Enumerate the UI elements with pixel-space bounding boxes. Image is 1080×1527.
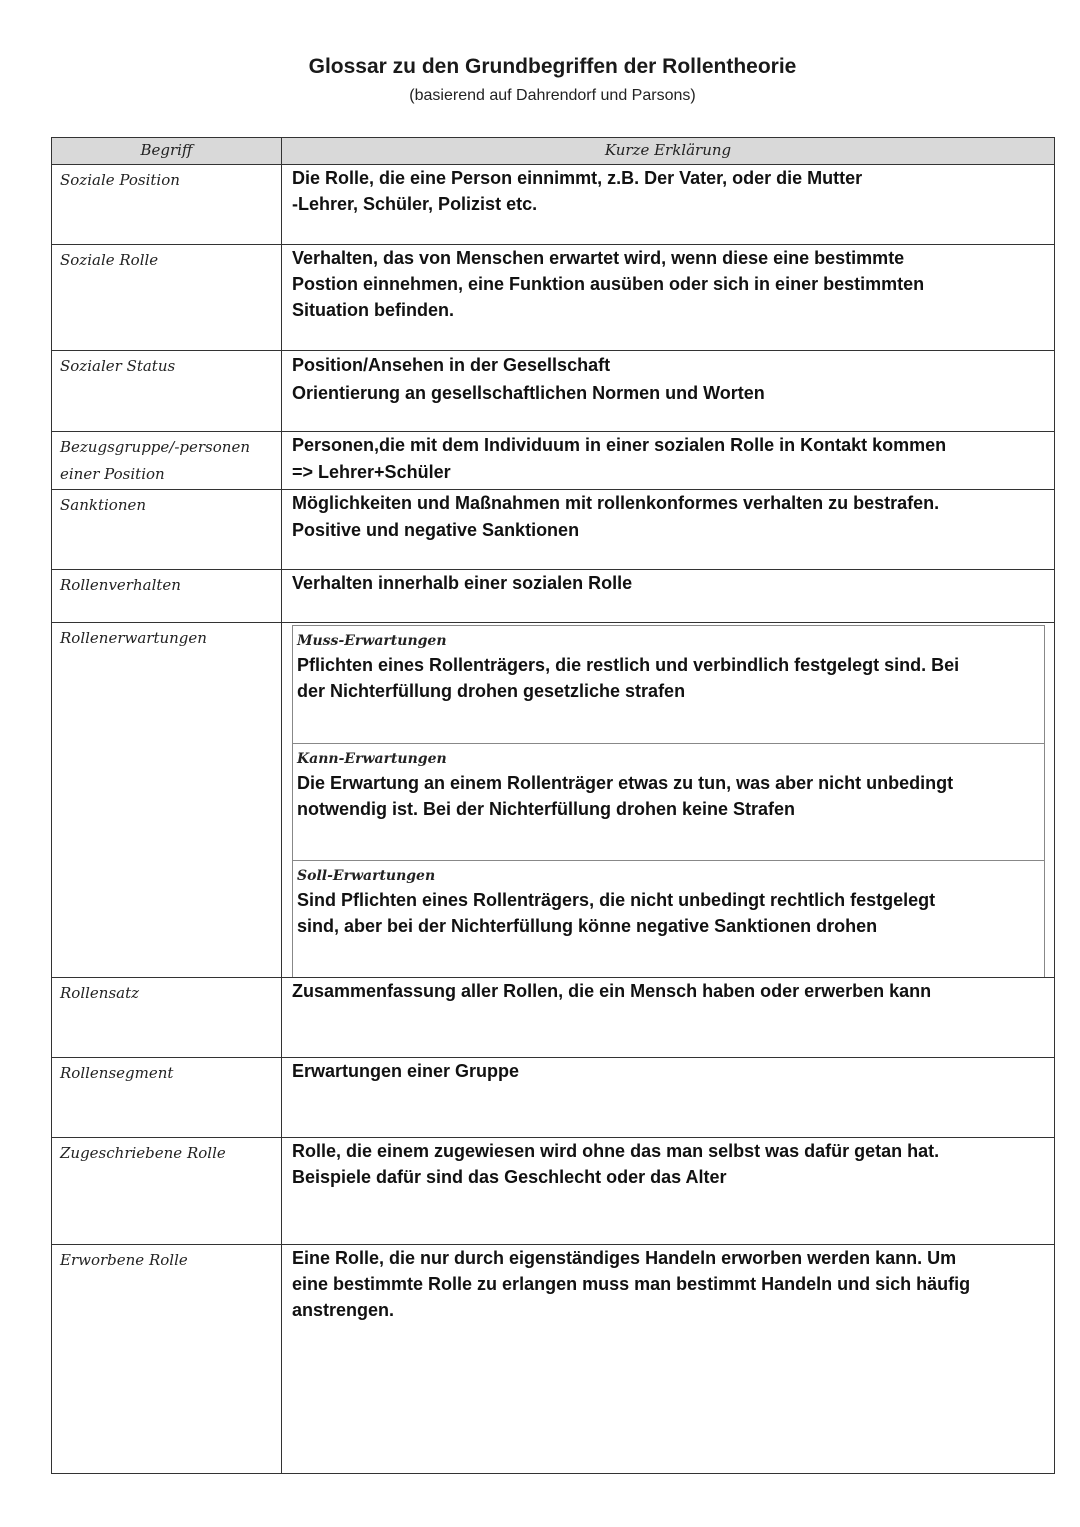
term-cell	[52, 432, 282, 489]
table-row	[52, 1245, 1054, 1473]
term-cell: Erworbene Rolle	[52, 1245, 282, 1473]
header-definition: Kurze Erklärung	[604, 141, 732, 159]
glossary-table	[51, 137, 1055, 1474]
table-row	[52, 490, 1054, 570]
definition-cell	[282, 1245, 1054, 1473]
expectation-label: Kann-Erwartungen	[297, 751, 447, 767]
table-row	[52, 978, 1054, 1058]
table-row	[52, 351, 1054, 432]
term-cell: Rollenverhalten	[52, 570, 282, 622]
table-row	[52, 623, 1054, 978]
definition-line: eine bestimmte Rolle zu erlangen muss man bestimmt Handeln und sich häufig	[292, 1274, 971, 1294]
definition-line: Positive und negative Sanktionen	[292, 520, 580, 540]
table-row	[52, 245, 1054, 351]
expectations-subtable	[292, 625, 1045, 977]
definition-cell	[282, 245, 1054, 350]
term-cell: Zugeschriebene Rolle	[52, 1138, 282, 1244]
page-subtitle: (basierend auf Dahrendorf und Parsons)	[409, 87, 696, 104]
definition-line: => Lehrer+Schüler	[292, 462, 451, 482]
table-row	[52, 1058, 1054, 1138]
definition-cell	[282, 570, 1054, 622]
expectation-text-line: Pflichten eines Rollenträgers, die restlich und verbindlich festgelegt sind. Bei	[297, 655, 960, 675]
table-row	[52, 1138, 1054, 1245]
definition-cell	[282, 1058, 1054, 1137]
definition-line: Rolle, die einem zugewiesen wird ohne das man selbst was dafür getan hat.	[292, 1141, 940, 1161]
header-term: Begriff	[52, 138, 282, 164]
definition-line: anstrengen.	[292, 1300, 395, 1320]
table-row	[52, 432, 1054, 490]
expectation-text-line: Die Erwartung an einem Rollenträger etwas zu tun, was aber nicht unbedingt	[297, 773, 954, 793]
definition-cell	[282, 623, 1054, 977]
page-title: Glossar zu den Grundbegriffen der Rollentheorie	[308, 55, 797, 78]
definition-line: Personen,die mit dem Individuum in einer sozialen Rolle in Kontakt kommen	[292, 435, 947, 455]
term-cell: Rollensegment	[52, 1058, 282, 1137]
definition-cell	[282, 351, 1054, 431]
definition-cell	[282, 432, 1054, 489]
table-row	[52, 165, 1054, 245]
definition-line: Die Rolle, die eine Person einnimmt, z.B. Der Vater, oder die Mutter	[292, 168, 863, 188]
definition-cell	[282, 165, 1054, 244]
definition-line: Beispiele dafür sind das Geschlecht oder das Alter	[292, 1167, 727, 1187]
definition-line: -Lehrer, Schüler, Polizist etc.	[292, 194, 538, 214]
definition-line: Verhalten innerhalb einer sozialen Rolle	[292, 573, 633, 593]
expectation-kann	[293, 744, 1044, 861]
term-cell: Soziale Rolle	[52, 245, 282, 350]
term-cell: Sozialer Status	[52, 351, 282, 431]
expectation-text-line: notwendig ist. Bei der Nichterfüllung drohen keine Strafen	[297, 799, 796, 819]
term-line: Bezugsgruppe/-personen	[60, 438, 250, 456]
definition-line: Situation befinden.	[292, 300, 454, 320]
expectation-label: Muss-Erwartungen	[297, 633, 447, 649]
term-cell: Soziale Position	[52, 165, 282, 244]
expectation-text-line: der Nichterfüllung drohen gesetzliche strafen	[297, 681, 686, 701]
term-line: einer Position	[60, 465, 165, 483]
definition-line: Eine Rolle, die nur durch eigenständiges Handeln erworben werden kann. Um	[292, 1248, 957, 1268]
definition-line: Möglichkeiten und Maßnahmen mit rollenkonformes verhalten zu bestrafen.	[292, 493, 940, 513]
term-cell: Rollenerwartungen	[52, 623, 282, 977]
definition-line: Position/Ansehen in der Gesellschaft	[292, 355, 611, 375]
definition-line: Postion einnehmen, eine Funktion ausüben oder sich in einer bestimmten	[292, 274, 925, 294]
expectation-soll	[293, 861, 1044, 979]
expectation-text-line: sind, aber bei der Nichterfüllung könne negative Sanktionen drohen	[297, 916, 878, 936]
term-cell: Sanktionen	[52, 490, 282, 569]
table-row	[52, 570, 1054, 623]
expectation-text-line: Sind Pflichten eines Rollenträgers, die nicht unbedingt rechtlich festgelegt	[297, 890, 936, 910]
definition-cell	[282, 490, 1054, 569]
table-header-row	[52, 138, 1054, 165]
term-cell: Rollensatz	[52, 978, 282, 1057]
definition-line: Erwartungen einer Gruppe	[292, 1061, 520, 1081]
definition-line: Orientierung an gesellschaftlichen Normen und Worten	[292, 383, 765, 403]
expectation-label: Soll-Erwartungen	[297, 868, 436, 884]
definition-line: Verhalten, das von Menschen erwartet wird, wenn diese eine bestimmte	[292, 248, 905, 268]
expectation-muss	[293, 626, 1044, 744]
definition-line: Zusammenfassung aller Rollen, die ein Mensch haben oder erwerben kann	[292, 981, 932, 1001]
definition-cell	[282, 1138, 1054, 1244]
definition-cell	[282, 978, 1054, 1057]
